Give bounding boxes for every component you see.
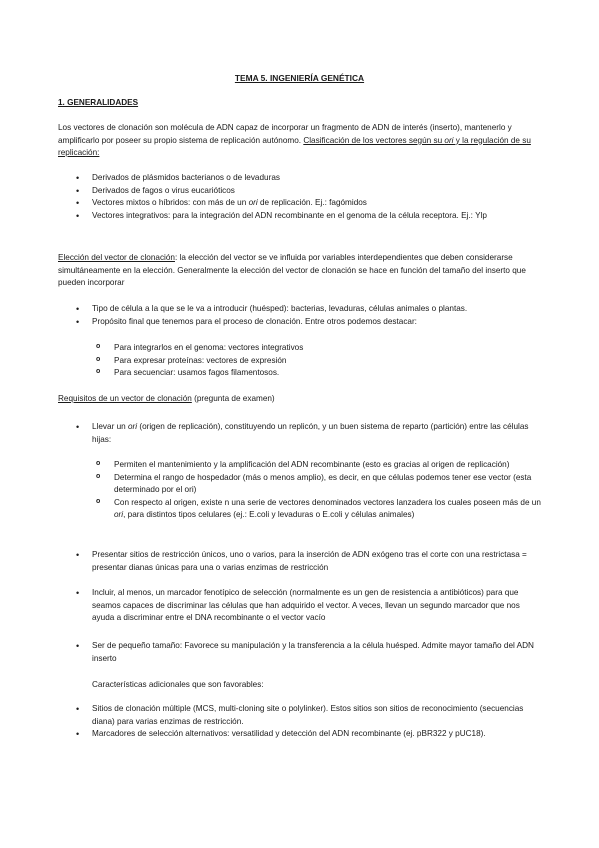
list-item: • Presentar sitios de restricción únicos, uno o varios, para la inserción de ADN exógeno tras el corte con una restrictasa = presentar dianas únicas para una o varias enzimas de restricción <box>58 549 536 574</box>
intro-paragraph <box>58 122 544 160</box>
list-item: • Marcadores de selección alternativos: versatilidad y detección del ADN recombinante (ej. pBR322 y pUC18). <box>58 728 536 741</box>
requirements-note: (pregunta de examen) <box>191 394 275 403</box>
additional-heading: Características adicionales que son favorables: <box>92 680 264 689</box>
requirements-label: Requisitos de un vector de clonación <box>58 394 192 403</box>
list-item: • Vectores mixtos o híbridos: con más de un ori de replicación. Ej.: fagómidos <box>58 197 548 210</box>
list-item: • Vectores integrativos: para la integración del ADN recombinante en el genoma de la célula receptora. Ej.: Ylp <box>58 210 548 223</box>
requirements-list-3 <box>58 587 536 625</box>
list-item: • Incluir, al menos, un marcador fenotípico de selección (normalmente es un gen de resistencia a antibióticos) para que seamos capaces de discriminar las células que han adquirido el vector. A veces, llevan un segundo marcador que nos ayuda a discriminar entre el DNA recombinante o el vector vacío <box>58 587 536 625</box>
vector-types-list <box>58 172 548 222</box>
sublist-item: o Para integrarlos en el genoma: vectores integrativos <box>58 342 548 355</box>
list-item: • Ser de pequeño tamaño: Favorece su manipulación y la transferencia a la célula huésped. Admite mayor tamaño del ADN inserto <box>58 640 536 665</box>
list-item: • Propósito final que tenemos para el proceso de clonación. Entre otros podemos destacar: <box>58 316 548 329</box>
list-item: • Sitios de clonación múltiple (MCS, multi-cloning site o polylinker). Estos sitios son sitios de reconocimiento (secuencias diana) para varias enzimas de restricción. <box>58 703 536 728</box>
list-item: • Llevar un ori (origen de replicación), constituyendo un replicón, y un buen sistema de reparto (partición) entre las células hijas: <box>58 421 536 446</box>
requirements-list-4 <box>58 640 536 665</box>
section-heading-generalidades: 1. GENERALIDADES <box>58 98 139 107</box>
choice-label: Elección del vector de clonación <box>58 253 175 262</box>
choice-text: : la elección del vector se ve influida por variables interdependientes que deben considerarse simultáneamente en la elección. Generalmente la elección del vector de clonación se hace en función del tamaño del inserto que pueden incorporar <box>58 253 526 288</box>
choice-criteria-list <box>58 303 548 328</box>
requirements-heading <box>58 393 544 406</box>
sublist-item: o Permiten el mantenimiento y la amplificación del ADN recombinante (esto es gracias al origen de replicación) <box>58 459 541 472</box>
additional-list <box>58 703 536 741</box>
sublist-item: o Para secuenciar: usamos fagos filamentosos. <box>58 367 548 380</box>
page-title: TEMA 5. INGENIERÍA GENÉTICA <box>234 73 365 83</box>
ori-sublist <box>58 459 541 522</box>
requirements-list-1 <box>58 421 536 446</box>
list-item: • Derivados de fagos o virus eucarióticos <box>58 185 548 198</box>
sublist-item: o Determina el rango de hospedador (más o menos amplio), es decir, en que células podemos tener ese vector (esta determinado por el ori) <box>58 472 541 497</box>
sublist-item: o Para expresar proteínas: vectores de expresión <box>58 355 548 368</box>
requirements-list-2 <box>58 549 536 574</box>
sublist-item: o Con respecto al origen, existe n una serie de vectores denominados vectores lanzadera los cuales poseen más de un ori, para distintos tipos celulares (ej.: E.coli y levaduras o E.coli y células animales) <box>58 497 541 522</box>
list-item: • Derivados de plásmidos bacterianos o de levaduras <box>58 172 548 185</box>
intro-text: Los vectores de clonación son molécula de ADN capaz de incorporar un fragmento de ADN de interés (inserto), mantenerlo y amplificarlo por poseer su propio sistema de replicación autónomo. <box>58 123 512 145</box>
classification-label: Clasificación de los vectores según su ori y la regulación de su replicación: <box>58 135 531 158</box>
list-item: • Tipo de célula a la que se le va a introducir (huésped): bacterias, levaduras, células animales o plantas. <box>58 303 548 316</box>
choice-paragraph <box>58 252 544 290</box>
purposes-sublist <box>58 342 548 380</box>
